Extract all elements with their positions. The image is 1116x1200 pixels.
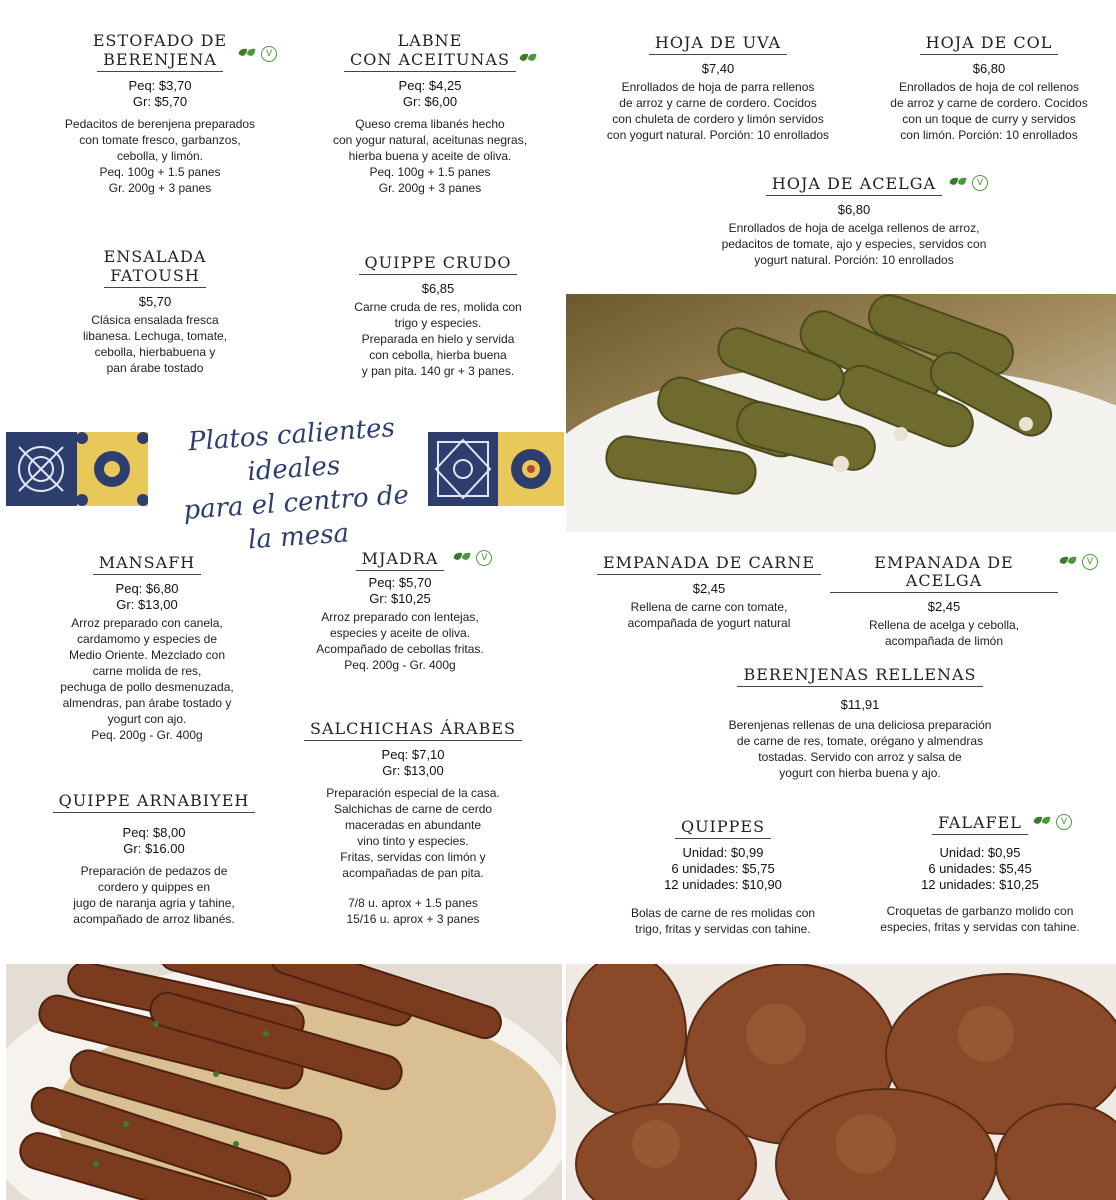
item-description: Queso crema libanés hecho con yogur natural, aceitunas negras, hierba buena y aceite de oliva. Peq. 100g + 1.5 panes Gr. 200g + 3 panes xyxy=(332,117,528,195)
item-description: Rellena de acelga y cebolla, acompañada de limón xyxy=(868,618,1020,648)
menu-item-hoja-uva xyxy=(578,34,858,143)
item-title-2: FATOUSH xyxy=(104,267,206,288)
item-description: Preparación de pedazos de cordero y quippes en jugo de naranja agria y tahine, acompañado de arroz libanés. xyxy=(73,864,235,926)
menu-item-quippe-crudo xyxy=(318,254,558,379)
item-description: Carne cruda de res, molida con trigo y especies. Preparada en hielo y servida con cebolla, hierba buena y pan pita. 140 gr + 3 panes. xyxy=(354,300,522,378)
item-description: Croquetas de garbanzo molido con especies, fritas y servidas con tahine. xyxy=(880,904,1080,934)
item-price-twelve: 12 unidades: $10,90 xyxy=(664,877,782,892)
item-description: Enrollados de hoja de col rellenos de arroz y carne de cordero. Cocidos con un toque de curry y servidos con limón. Porción: 10 enrollados xyxy=(890,80,1088,142)
leaf-icon xyxy=(948,176,968,190)
menu-item-falafel xyxy=(860,814,1100,935)
menu-item-quippes xyxy=(608,818,838,937)
item-description: Enrollados de hoja de parra rellenos de arroz y carne de cordero. Cocidos con chuleta de cordero y limón servidos con yogurt natural. Porción: 10 enrollados xyxy=(606,80,830,142)
leaf-icon xyxy=(518,52,538,66)
item-price-large: Gr: $13,00 xyxy=(382,763,444,778)
item-price: $7,40 xyxy=(701,61,735,76)
menu-item-fatoush xyxy=(55,248,255,376)
item-title: QUIPPES xyxy=(675,818,771,839)
item-price: $11,91 xyxy=(840,697,880,712)
menu-item-hoja-col xyxy=(858,34,1116,143)
item-price-small: Peq: $5,70 xyxy=(368,575,432,590)
item-price: $6,80 xyxy=(837,202,871,217)
item-title: ESTOFADO DE xyxy=(92,31,228,50)
item-description: Berenjenas rellenas de una deliciosa preparación de carne de res, tomate, orégano y almendras tostadas. Servido con arroz y salsa de yogurt con hierba buena y ajo. xyxy=(728,718,992,780)
item-price-small: Peq: $7,10 xyxy=(381,747,445,762)
item-description: Enrollados de hoja de acelga rellenos de arroz, pedacitos de tomate, ajo y especies, servidos con yogurt natural. Porción: 10 enrollados xyxy=(721,221,987,267)
vegan-icon: V xyxy=(476,550,492,566)
menu-item-salchichas xyxy=(300,720,526,927)
photo-stuffed-leaves xyxy=(566,294,1116,532)
decorative-tile-right xyxy=(428,432,564,506)
item-description: Rellena de carne con tomate, acompañada de yogurt natural xyxy=(627,600,791,630)
item-title: FALAFEL xyxy=(932,814,1028,835)
item-price-small: Peq: $8,00 xyxy=(122,825,186,840)
item-price-large: Gr: $16.00 xyxy=(123,841,185,856)
item-title: HOJA DE ACELGA xyxy=(766,175,942,196)
decorative-tile-left xyxy=(6,432,148,506)
item-price-large: Gr: $13,00 xyxy=(116,597,178,612)
menu-item-mjadra xyxy=(290,550,510,673)
photo-sausages xyxy=(6,964,562,1200)
item-price-unit: Unidad: $0,95 xyxy=(939,845,1021,860)
item-title: MANSAFH xyxy=(93,554,202,575)
menu-item-empanada-acelga xyxy=(830,553,1094,649)
menu-item-hoja-acelga xyxy=(660,175,1048,268)
item-title: BERENJENAS RELLENAS xyxy=(737,666,982,687)
item-title: ENSALADA xyxy=(103,247,207,266)
item-title: EMPANADA DE ACELGA xyxy=(830,554,1058,593)
item-title: HOJA DE COL xyxy=(920,34,1059,55)
menu-item-mansafh xyxy=(34,554,260,743)
leaf-icon xyxy=(452,551,472,565)
item-price-unit: Unidad: $0,99 xyxy=(682,845,764,860)
item-description: Bolas de carne de res molidas con trigo, fritas y servidas con tahine. xyxy=(630,906,816,936)
item-price-twelve: 12 unidades: $10,25 xyxy=(921,877,1039,892)
item-price-six: 6 unidades: $5,75 xyxy=(671,861,775,876)
item-title: HOJA DE UVA xyxy=(649,34,787,55)
menu-item-labne xyxy=(310,32,550,196)
item-title: MJADRA xyxy=(356,550,445,571)
item-description: Arroz preparado con canela, cardamomo y especies de Medio Oriente. Mezclado con carne molida de res, pechuga de pollo desmenuzada, almendras, pan árabe tostado y yogurt con ajo. Peq. 200g - Gr. 400g xyxy=(60,616,234,742)
item-description: Arroz preparado con lentejas, especies y aceite de oliva. Acompañado de cebollas fritas. Peq. 200g - Gr. 400g xyxy=(316,610,484,672)
item-title: QUIPPE ARNABIYEH xyxy=(53,792,256,813)
item-price-large: Gr: $6,00 xyxy=(402,94,458,109)
item-price: $6,80 xyxy=(972,61,1006,76)
leaf-icon xyxy=(1032,815,1052,829)
item-title: LABNE xyxy=(397,31,463,50)
item-title: SALCHICHAS ÁRABES xyxy=(304,720,522,741)
item-price-small: Peq: $4,25 xyxy=(398,78,462,93)
item-price-large: Gr: $10,25 xyxy=(369,591,431,606)
item-price: $2,45 xyxy=(927,599,961,614)
item-price: $5,70 xyxy=(138,294,172,309)
item-price-large: Gr: $5,70 xyxy=(132,94,188,109)
vegan-icon: V xyxy=(972,175,988,191)
menu-item-quippe-arnabiyeh xyxy=(44,792,264,927)
menu-item-estofado xyxy=(40,32,280,196)
vegan-icon: V xyxy=(1082,554,1098,570)
section-heading-platos-calientes: Platos calientes ideales para el centro de la mesa xyxy=(182,412,410,556)
vegan-icon: V xyxy=(261,46,277,62)
item-price: $2,45 xyxy=(692,581,726,596)
menu-item-empanada-carne xyxy=(596,554,822,631)
item-price-six: 6 unidades: $5,45 xyxy=(928,861,1032,876)
item-description: Preparación especial de la casa. Salchichas de carne de cerdo maceradas en abundante vino tinto y especies. Fritas, servidas con limón y acompañadas de pan pita. 7/8 u. aprox + 1.5 panes 15/16 u. aprox + 3 panes xyxy=(326,786,500,926)
item-description: Pedacitos de berenjena preparados con tomate fresco, garbanzos, cebolla, y limón. Peq. 100g + 1.5 panes Gr. 200g + 3 panes xyxy=(64,117,256,195)
menu-item-berenjenas-rellenas xyxy=(660,666,1060,781)
item-price-small: Peq: $6,80 xyxy=(115,581,179,596)
item-price-small: Peq: $3,70 xyxy=(128,78,192,93)
item-title-2: BERENJENA xyxy=(97,51,223,72)
vegan-icon: V xyxy=(1056,814,1072,830)
item-description: Clásica ensalada fresca libanesa. Lechuga, tomate, cebolla, hierbabuena y pan árabe tostado xyxy=(82,313,228,375)
item-price: $6,85 xyxy=(421,281,455,296)
photo-falafel xyxy=(566,964,1116,1200)
item-title-2: CON ACEITUNAS xyxy=(344,51,516,72)
item-title: QUIPPE CRUDO xyxy=(359,254,518,275)
leaf-icon xyxy=(1058,555,1078,569)
leaf-icon xyxy=(237,47,257,61)
item-title: EMPANADA DE CARNE xyxy=(597,554,821,575)
